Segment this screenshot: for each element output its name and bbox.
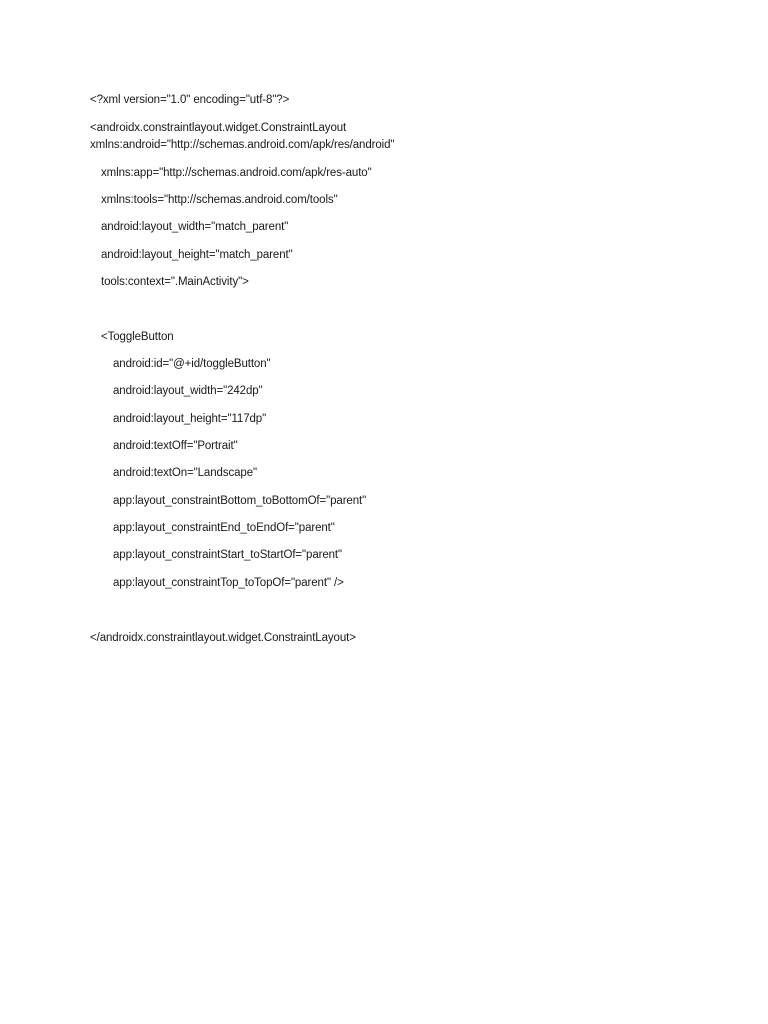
tools-context-line: tools:context=".MainActivity"> xyxy=(101,276,249,288)
toggle-id-line: android:id="@+id/toggleButton" xyxy=(113,358,271,370)
root-open-line: <androidx.constraintlayout.widget.ConstraintLayout xyxy=(90,122,347,134)
toggle-text-off-line: android:textOff="Portrait" xyxy=(113,440,238,452)
constraint-end-line: app:layout_constraintEnd_toEndOf="parent" xyxy=(113,522,335,534)
xmlns-tools-line: xmlns:tools="http://schemas.android.com/tools" xyxy=(101,194,338,206)
root-layout-height-line: android:layout_height="match_parent" xyxy=(101,249,293,261)
constraint-start-line: app:layout_constraintStart_toStartOf="parent" xyxy=(113,549,343,561)
root-close-line: </androidx.constraintlayout.widget.ConstraintLayout> xyxy=(90,632,356,644)
xmlns-app-line: xmlns:app="http://schemas.android.com/apk/res-auto" xyxy=(101,167,372,179)
xml-declaration-line: <?xml version="1.0" encoding="utf-8"?> xyxy=(90,94,290,106)
constraint-top-line: app:layout_constraintTop_toTopOf="parent" /> xyxy=(113,577,344,589)
toggle-text-on-line: android:textOn="Landscape" xyxy=(113,467,257,479)
xmlns-android-line: xmlns:android="http://schemas.android.com/apk/res/android" xyxy=(90,139,395,151)
toggle-open-line: <ToggleButton xyxy=(101,331,174,343)
toggle-layout-width-line: android:layout_width="242dp" xyxy=(113,385,263,397)
root-layout-width-line: android:layout_width="match_parent" xyxy=(101,221,289,233)
constraint-bottom-line: app:layout_constraintBottom_toBottomOf="parent" xyxy=(113,495,367,507)
toggle-layout-height-line: android:layout_height="117dp" xyxy=(113,413,267,425)
